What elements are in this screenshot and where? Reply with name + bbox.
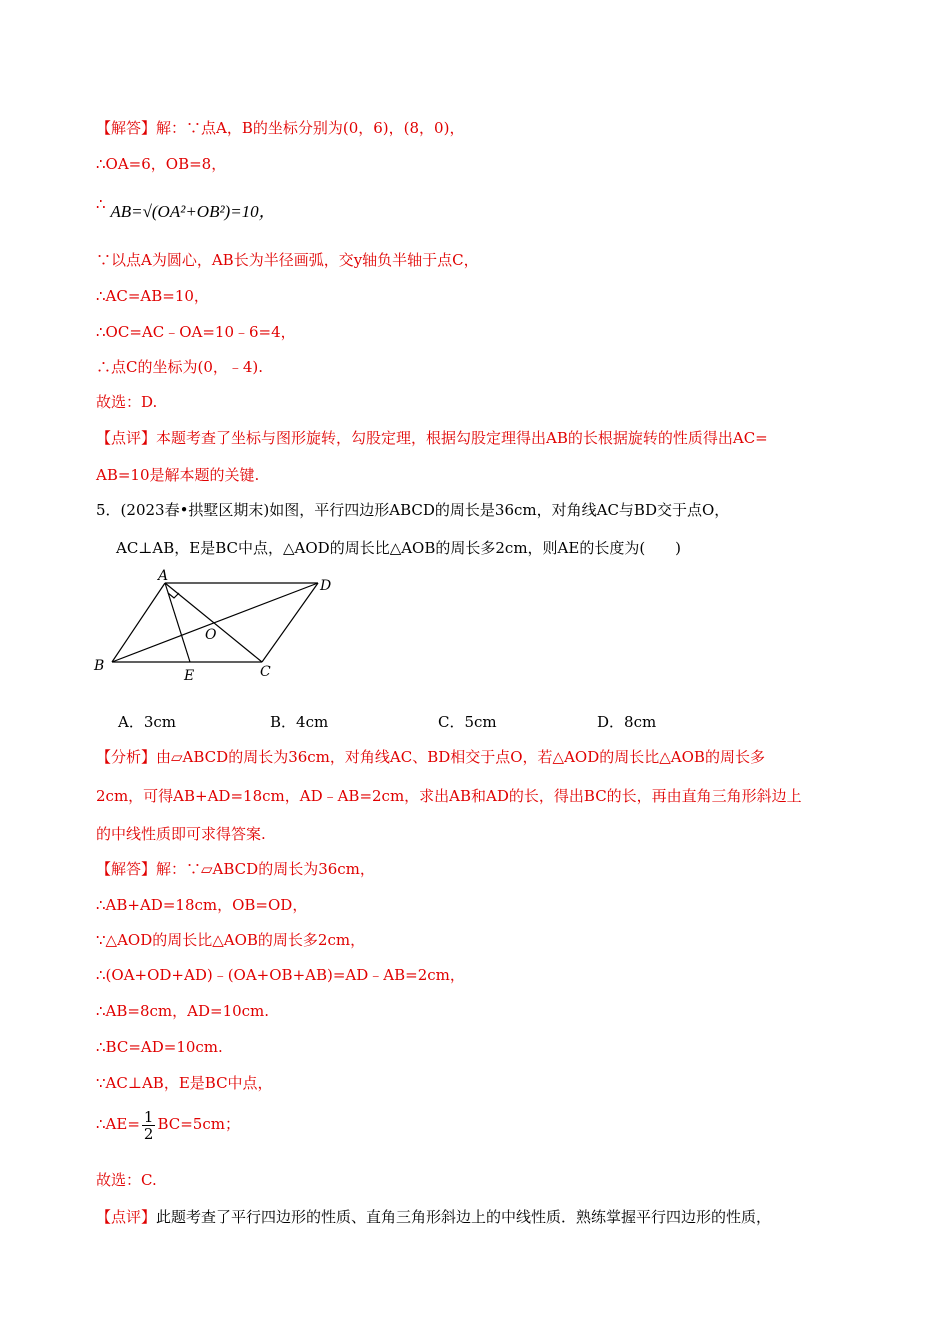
analysis-line-3: 的中线性质即可求得答案.	[96, 825, 266, 843]
answer-line-5: ∴AB=8cm，AD=10cm.	[96, 1002, 270, 1020]
answer-line-4: ∴(OA+OD+AD)﹣(OA+OB+AB)=AD﹣AB=2cm，	[96, 966, 465, 984]
label-o: O	[205, 627, 217, 643]
answer-line-9: 故选：C.	[96, 1171, 157, 1189]
formula-ab: AB=√(OA²+OB²)=10，	[110, 202, 276, 221]
side-dc	[262, 583, 318, 662]
fraction-half: $\frac{1}{2}$	[143, 1107, 154, 1143]
comment-line-2: AB=10是解本题的关键.	[96, 466, 260, 484]
analysis-line-2: 2cm，可得AB+AD=18cm，AD﹣AB=2cm，求出AB和AD的长，得出BC的长，再由直角三角形斜边上	[96, 787, 802, 805]
label-e: E	[184, 668, 195, 684]
label-d: D	[320, 578, 332, 594]
option-a[interactable]: A．3cm	[118, 713, 177, 731]
answer-line-7: ∵AC⊥AB，E是BC中点，	[96, 1074, 273, 1092]
answer-comment-label: 【点评】	[96, 1208, 157, 1226]
side-ab	[112, 583, 165, 662]
diagonal-bd	[112, 583, 318, 662]
comment-label: 【点评】	[96, 429, 157, 447]
label-c: C	[260, 664, 271, 680]
comment-line-1: 【点评】本题考查了坐标与图形旋转，勾股定理，根据勾股定理得出AB的长根据旋转的性质得出AC=	[96, 429, 768, 447]
option-b[interactable]: B．4cm	[270, 713, 329, 731]
solution-line-5: ∴AC=AB=10，	[96, 287, 209, 305]
answer-line-6: ∴BC=AD=10cm.	[96, 1038, 223, 1056]
parallelogram-figure	[88, 566, 348, 688]
answer-line-1: 【解答】解：∵▱ABCD的周长为36cm，	[96, 860, 375, 878]
question-number: 5．	[96, 501, 121, 519]
solution-line-1: 【解答】解：∵点A，B的坐标分别为(0，6)，(8，0)，	[96, 119, 465, 137]
option-c[interactable]: C．5cm	[438, 713, 497, 731]
solution-line-2: ∴OA=6，OB=8，	[96, 155, 227, 173]
analysis-line-1: 【分析】由▱ABCD的周长为36cm，对角线AC、BD相交于点O，若△AOD的周长比△AOB的周长多	[96, 748, 765, 766]
solution-line-4: ∵以点A为圆心，AB长为半径画弧，交y轴负半轴于点C，	[96, 251, 479, 269]
answer-comment-line-1: 【点评】此题考查了平行四边形的性质、直角三角形斜边上的中线性质．熟练掌握平行四边形的性质，	[96, 1208, 772, 1226]
label-b: B	[94, 658, 105, 674]
answer-label: 【解答】	[96, 860, 157, 878]
solution-line-3: ∴ AB=√(OA²+OB²)=10，	[96, 195, 276, 221]
solution-label: 【解答】	[96, 119, 157, 137]
answer-line-2: ∴AB+AD=18cm，OB=OD，	[96, 896, 308, 914]
answer-line-8: ∴AE= $\frac{1}{2}$ BC=5cm；	[96, 1107, 240, 1143]
solution-line-8: 故选：D.	[96, 393, 158, 411]
option-d[interactable]: D．8cm	[597, 713, 657, 731]
label-a: A	[158, 568, 169, 584]
question-5-line-1: 5．(2023春•拱墅区期末)如图，平行四边形ABCD的周长是36cm，对角线AC与BD交于点O，	[96, 501, 730, 519]
solution-line-7: ∴点C的坐标为(0，﹣4).	[96, 358, 264, 376]
question-5-line-2: AC⊥AB，E是BC中点，△AOD的周长比△AOB的周长多2cm，则AE的长度为( )	[116, 539, 682, 557]
analysis-label: 【分析】	[96, 748, 157, 766]
answer-line-3: ∵△AOD的周长比△AOB的周长多2cm，	[96, 931, 366, 949]
solution-line-6: ∴OC=AC﹣OA=10﹣6=4，	[96, 323, 296, 341]
